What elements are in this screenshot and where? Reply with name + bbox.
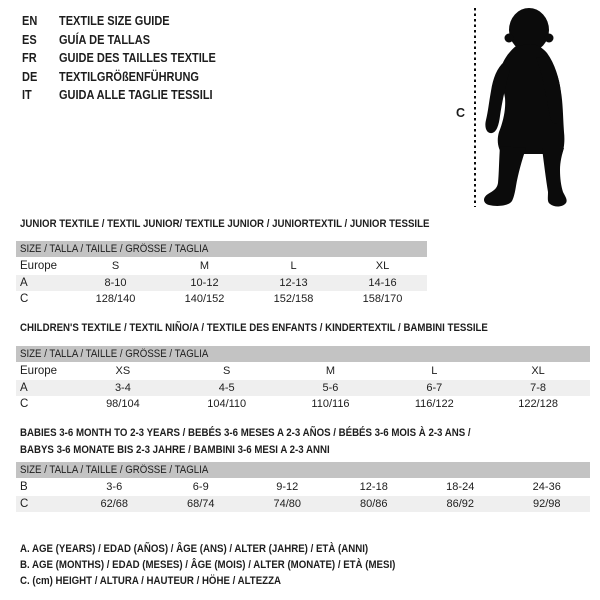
- junior-size-table: [16, 241, 427, 308]
- table-cell: 68/74: [186, 497, 215, 510]
- table-cell: L: [431, 365, 438, 378]
- table-cell: XL: [531, 365, 545, 378]
- children-size-table: [16, 346, 590, 413]
- row-label: A: [20, 276, 28, 289]
- language-code: EN: [22, 14, 38, 29]
- footnotes: [20, 541, 447, 590]
- language-title: TEXTILGRÖßENFÜHRUNG: [59, 69, 199, 84]
- table-cell: 92/98: [532, 497, 561, 510]
- footnote-b: [20, 557, 447, 573]
- height-measure-label: C: [456, 106, 466, 120]
- footnote-c: [20, 573, 447, 589]
- language-row: [22, 31, 237, 50]
- table-size-header: [16, 346, 590, 362]
- table-cell: 86/92: [446, 497, 475, 510]
- language-title: GUIDE DES TAILLES TEXTILE: [59, 51, 216, 66]
- footnote-text: A. AGE (YEARS) / EDAD (AÑOS) / ÂGE (ANS) / ALTER (JAHRE) / ETÀ (ANNI): [20, 543, 369, 555]
- table-cell: 122/128: [518, 398, 558, 411]
- row-label: C: [20, 398, 29, 411]
- table-cell: 6-7: [426, 381, 443, 394]
- footnote-text: C. (cm) HEIGHT / ALTURA / HAUTEUR / HÖHE / ALTEZZA: [20, 575, 282, 588]
- table-cell: 3-6: [106, 481, 123, 494]
- language-row: [22, 86, 237, 105]
- height-measure-dashed-line: [474, 8, 476, 207]
- language-code: ES: [22, 32, 37, 47]
- language-title: GUÍA DE TALLAS: [59, 32, 151, 47]
- table-size-header: [16, 462, 590, 478]
- section-title-text: BABIES 3-6 MONTH TO 2-3 YEARS / BEBÉS 3-6 MESES A 2-3 AÑOS / BÉBÉS 3-6 MOIS À 2-3 ANS /: [20, 427, 471, 439]
- table-cell: 140/152: [184, 293, 225, 306]
- table-cell: 98/104: [106, 398, 140, 411]
- language-row: [22, 49, 237, 68]
- table-row: [16, 363, 590, 380]
- table-cell: 12-18: [359, 481, 388, 494]
- language-row: [22, 68, 237, 87]
- language-row: [22, 12, 237, 31]
- table-cell: 104/110: [207, 398, 247, 411]
- language-code: IT: [22, 88, 32, 103]
- table-cell: L: [290, 260, 297, 273]
- table-cell: M: [325, 365, 336, 378]
- toddler-silhouette-icon: [480, 6, 572, 210]
- section-title-text: JUNIOR TEXTILE / TEXTIL JUNIOR/ TEXTILE JUNIOR / JUNIORTEXTIL / JUNIOR TESSILE: [20, 218, 430, 230]
- footnote-text: B. AGE (MONTHS) / EDAD (MESES) / ÂGE (MOIS) / ALTER (MONATE) / ETÀ (MESI): [20, 559, 396, 572]
- row-label: Europe: [20, 260, 58, 273]
- table-cell: 24-36: [532, 481, 561, 494]
- table-size-header: [16, 241, 427, 257]
- table-row: [16, 258, 427, 275]
- row-label: B: [20, 481, 28, 494]
- table-cell: 158/170: [362, 293, 403, 306]
- language-title: TEXTILE SIZE GUIDE: [59, 14, 170, 29]
- table-cell: 110/116: [311, 398, 350, 411]
- section-title-children: [20, 320, 552, 337]
- table-cell: XS: [115, 365, 131, 378]
- table-cell: 80/86: [359, 497, 388, 510]
- size-header-label: SIZE / TALLA / TAILLE / GRÖSSE / TAGLIA: [20, 464, 209, 476]
- table-row: [16, 479, 590, 496]
- table-cell: 7-8: [530, 381, 547, 394]
- size-header-label: SIZE / TALLA / TAILLE / GRÖSSE / TAGLIA: [20, 243, 209, 255]
- row-label: C: [20, 497, 29, 510]
- table-cell: S: [111, 260, 120, 273]
- table-row: [16, 291, 427, 308]
- table-cell: 8-10: [104, 276, 127, 289]
- table-cell: 4-5: [218, 381, 235, 394]
- table-cell: 116/122: [414, 398, 454, 411]
- section-title-babies: [20, 425, 532, 459]
- section-title-junior: [20, 216, 485, 233]
- table-cell: 152/158: [273, 293, 314, 306]
- language-code: FR: [22, 51, 37, 66]
- table-cell: XL: [375, 260, 390, 273]
- size-header-label: SIZE / TALLA / TAILLE / GRÖSSE / TAGLIA: [20, 348, 209, 360]
- table-cell: 3-4: [114, 381, 131, 394]
- footnote-a: [20, 541, 447, 557]
- language-code: DE: [22, 69, 38, 84]
- table-cell: 18-24: [446, 481, 475, 494]
- table-cell: 5-6: [322, 381, 339, 394]
- table-cell: S: [223, 365, 231, 378]
- table-cell: M: [199, 260, 210, 273]
- table-cell: 10-12: [190, 276, 219, 289]
- table-row: [16, 275, 427, 292]
- table-cell: 12-13: [279, 276, 308, 289]
- table-cell: 14-16: [368, 276, 397, 289]
- row-label: Europe: [20, 365, 58, 378]
- section-title-text: CHILDREN'S TEXTILE / TEXTIL NIÑO/A / TEXTILE DES ENFANTS / KINDERTEXTIL / BAMBINI TESSILE: [20, 322, 488, 334]
- table-cell: 9-12: [276, 481, 299, 494]
- table-row: [16, 396, 590, 413]
- row-label: C: [20, 293, 29, 306]
- table-row: [16, 380, 590, 397]
- table-cell: 6-9: [192, 481, 209, 494]
- language-title: GUIDA ALLE TAGLIE TESSILI: [59, 88, 213, 103]
- table-cell: 62/68: [100, 497, 129, 510]
- table-row: [16, 496, 590, 513]
- section-title-text-line2: BABYS 3-6 MONATE BIS 2-3 JAHRE / BAMBINI 3-6 MESI A 2-3 ANNI: [20, 444, 330, 456]
- table-cell: 74/80: [273, 497, 302, 510]
- babies-size-table: [16, 462, 590, 512]
- table-cell: 128/140: [95, 293, 136, 306]
- row-label: A: [20, 381, 28, 394]
- language-title-list: [22, 12, 237, 105]
